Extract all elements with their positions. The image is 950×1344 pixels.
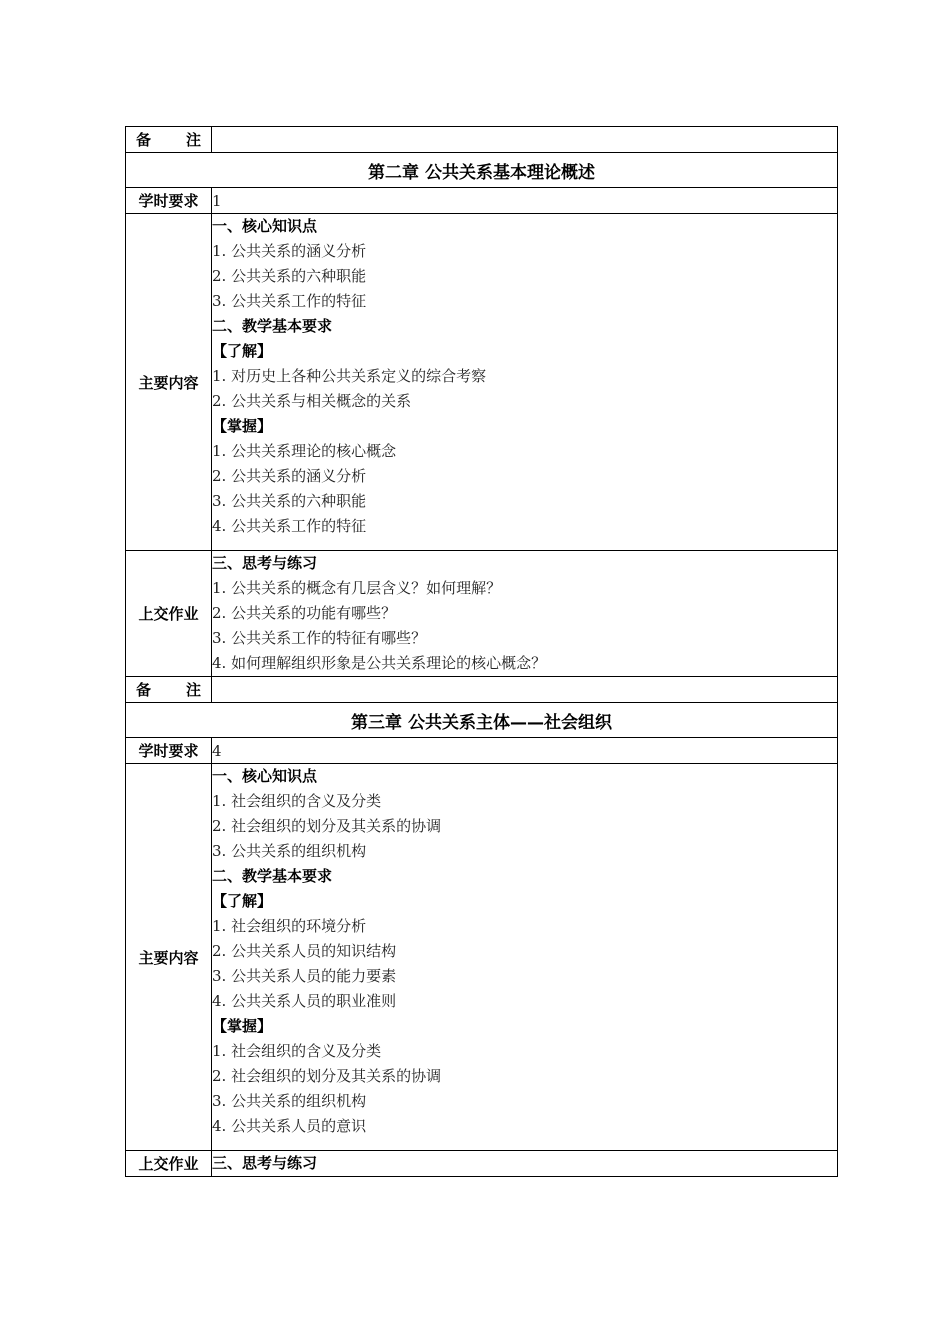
chapter-title-row (126, 153, 838, 188)
list-item: 3. 公共关系工作的特征有哪些？ (212, 629, 427, 647)
section-heading: 三、思考与练习 (212, 1154, 318, 1172)
main-content-cell (212, 764, 838, 1151)
requirement-level-label: 【掌握】 (212, 417, 273, 435)
hours-row (126, 738, 838, 764)
list-item: 1. 公共关系理论的核心概念 (212, 442, 397, 460)
list-item: 2. 社会组织的划分及其关系的协调 (212, 817, 442, 835)
section-heading: 三、思考与练习 (212, 554, 318, 572)
chapter-2-content-list (212, 214, 837, 539)
list-item: 3. 公共关系的组织机构 (212, 1092, 367, 1110)
chapter-2-title: 第二章 公共关系基本理论概述 (126, 153, 838, 188)
list-item: 2. 公共关系的涵义分析 (212, 467, 367, 485)
hours-label: 学时要求 (126, 188, 212, 214)
list-item: 4. 公共关系人员的意识 (212, 1117, 367, 1135)
main-content-row (126, 764, 838, 1151)
homework-row (126, 551, 838, 677)
list-item: 2. 公共关系的六种职能 (212, 267, 367, 285)
section-heading: 一、核心知识点 (212, 217, 318, 235)
list-item: 1. 社会组织的环境分析 (212, 917, 367, 935)
homework-cell (212, 1151, 838, 1177)
requirement-level-label: 【掌握】 (212, 1017, 273, 1035)
main-content-cell (212, 214, 838, 551)
chapter-3-title: 第三章 公共关系主体——社会组织 (126, 703, 838, 738)
note-label: 备 注 (126, 677, 212, 703)
chapter-title-row (126, 703, 838, 738)
list-item: 2. 公共关系的功能有哪些？ (212, 604, 397, 622)
list-item: 2. 公共关系与相关概念的关系 (212, 392, 412, 410)
main-content-label: 主要内容 (126, 214, 212, 551)
list-item: 1. 社会组织的含义及分类 (212, 792, 382, 810)
list-item: 1. 社会组织的含义及分类 (212, 1042, 382, 1060)
list-item: 1. 公共关系的概念有几层含义？如何理解？ (212, 579, 502, 597)
syllabus-table (125, 126, 838, 1177)
list-item: 2. 社会组织的划分及其关系的协调 (212, 1067, 442, 1085)
chapter-3-homework-list (212, 1151, 837, 1176)
note-value (212, 677, 838, 703)
hours-value: 4 (212, 738, 838, 764)
note-row (126, 127, 838, 153)
main-content-row (126, 214, 838, 551)
list-item: 3. 公共关系工作的特征 (212, 292, 367, 310)
homework-cell (212, 551, 838, 677)
requirement-level-label: 【了解】 (212, 342, 273, 360)
homework-label: 上交作业 (126, 1151, 212, 1177)
chapter-3-content-list (212, 764, 837, 1139)
requirement-level-label: 【了解】 (212, 892, 273, 910)
hours-row (126, 188, 838, 214)
list-item: 4. 公共关系人员的职业准则 (212, 992, 397, 1010)
homework-label: 上交作业 (126, 551, 212, 677)
homework-row (126, 1151, 838, 1177)
list-item: 4. 公共关系工作的特征 (212, 517, 367, 535)
section-heading: 二、教学基本要求 (212, 317, 333, 335)
note-label: 备 注 (126, 127, 212, 153)
note-value (212, 127, 838, 153)
list-item: 3. 公共关系的六种职能 (212, 492, 367, 510)
hours-value: 1 (212, 188, 838, 214)
note-row (126, 677, 838, 703)
list-item: 2. 公共关系人员的知识结构 (212, 942, 397, 960)
list-item: 3. 公共关系人员的能力要素 (212, 967, 397, 985)
section-heading: 二、教学基本要求 (212, 867, 333, 885)
list-item: 3. 公共关系的组织机构 (212, 842, 367, 860)
main-content-label: 主要内容 (126, 764, 212, 1151)
list-item: 1. 对历史上各种公共关系定义的综合考察 (212, 367, 487, 385)
section-heading: 一、核心知识点 (212, 767, 318, 785)
hours-label: 学时要求 (126, 738, 212, 764)
list-item: 1. 公共关系的涵义分析 (212, 242, 367, 260)
list-item: 4. 如何理解组织形象是公共关系理论的核心概念？ (212, 654, 547, 672)
chapter-2-homework-list (212, 551, 837, 676)
